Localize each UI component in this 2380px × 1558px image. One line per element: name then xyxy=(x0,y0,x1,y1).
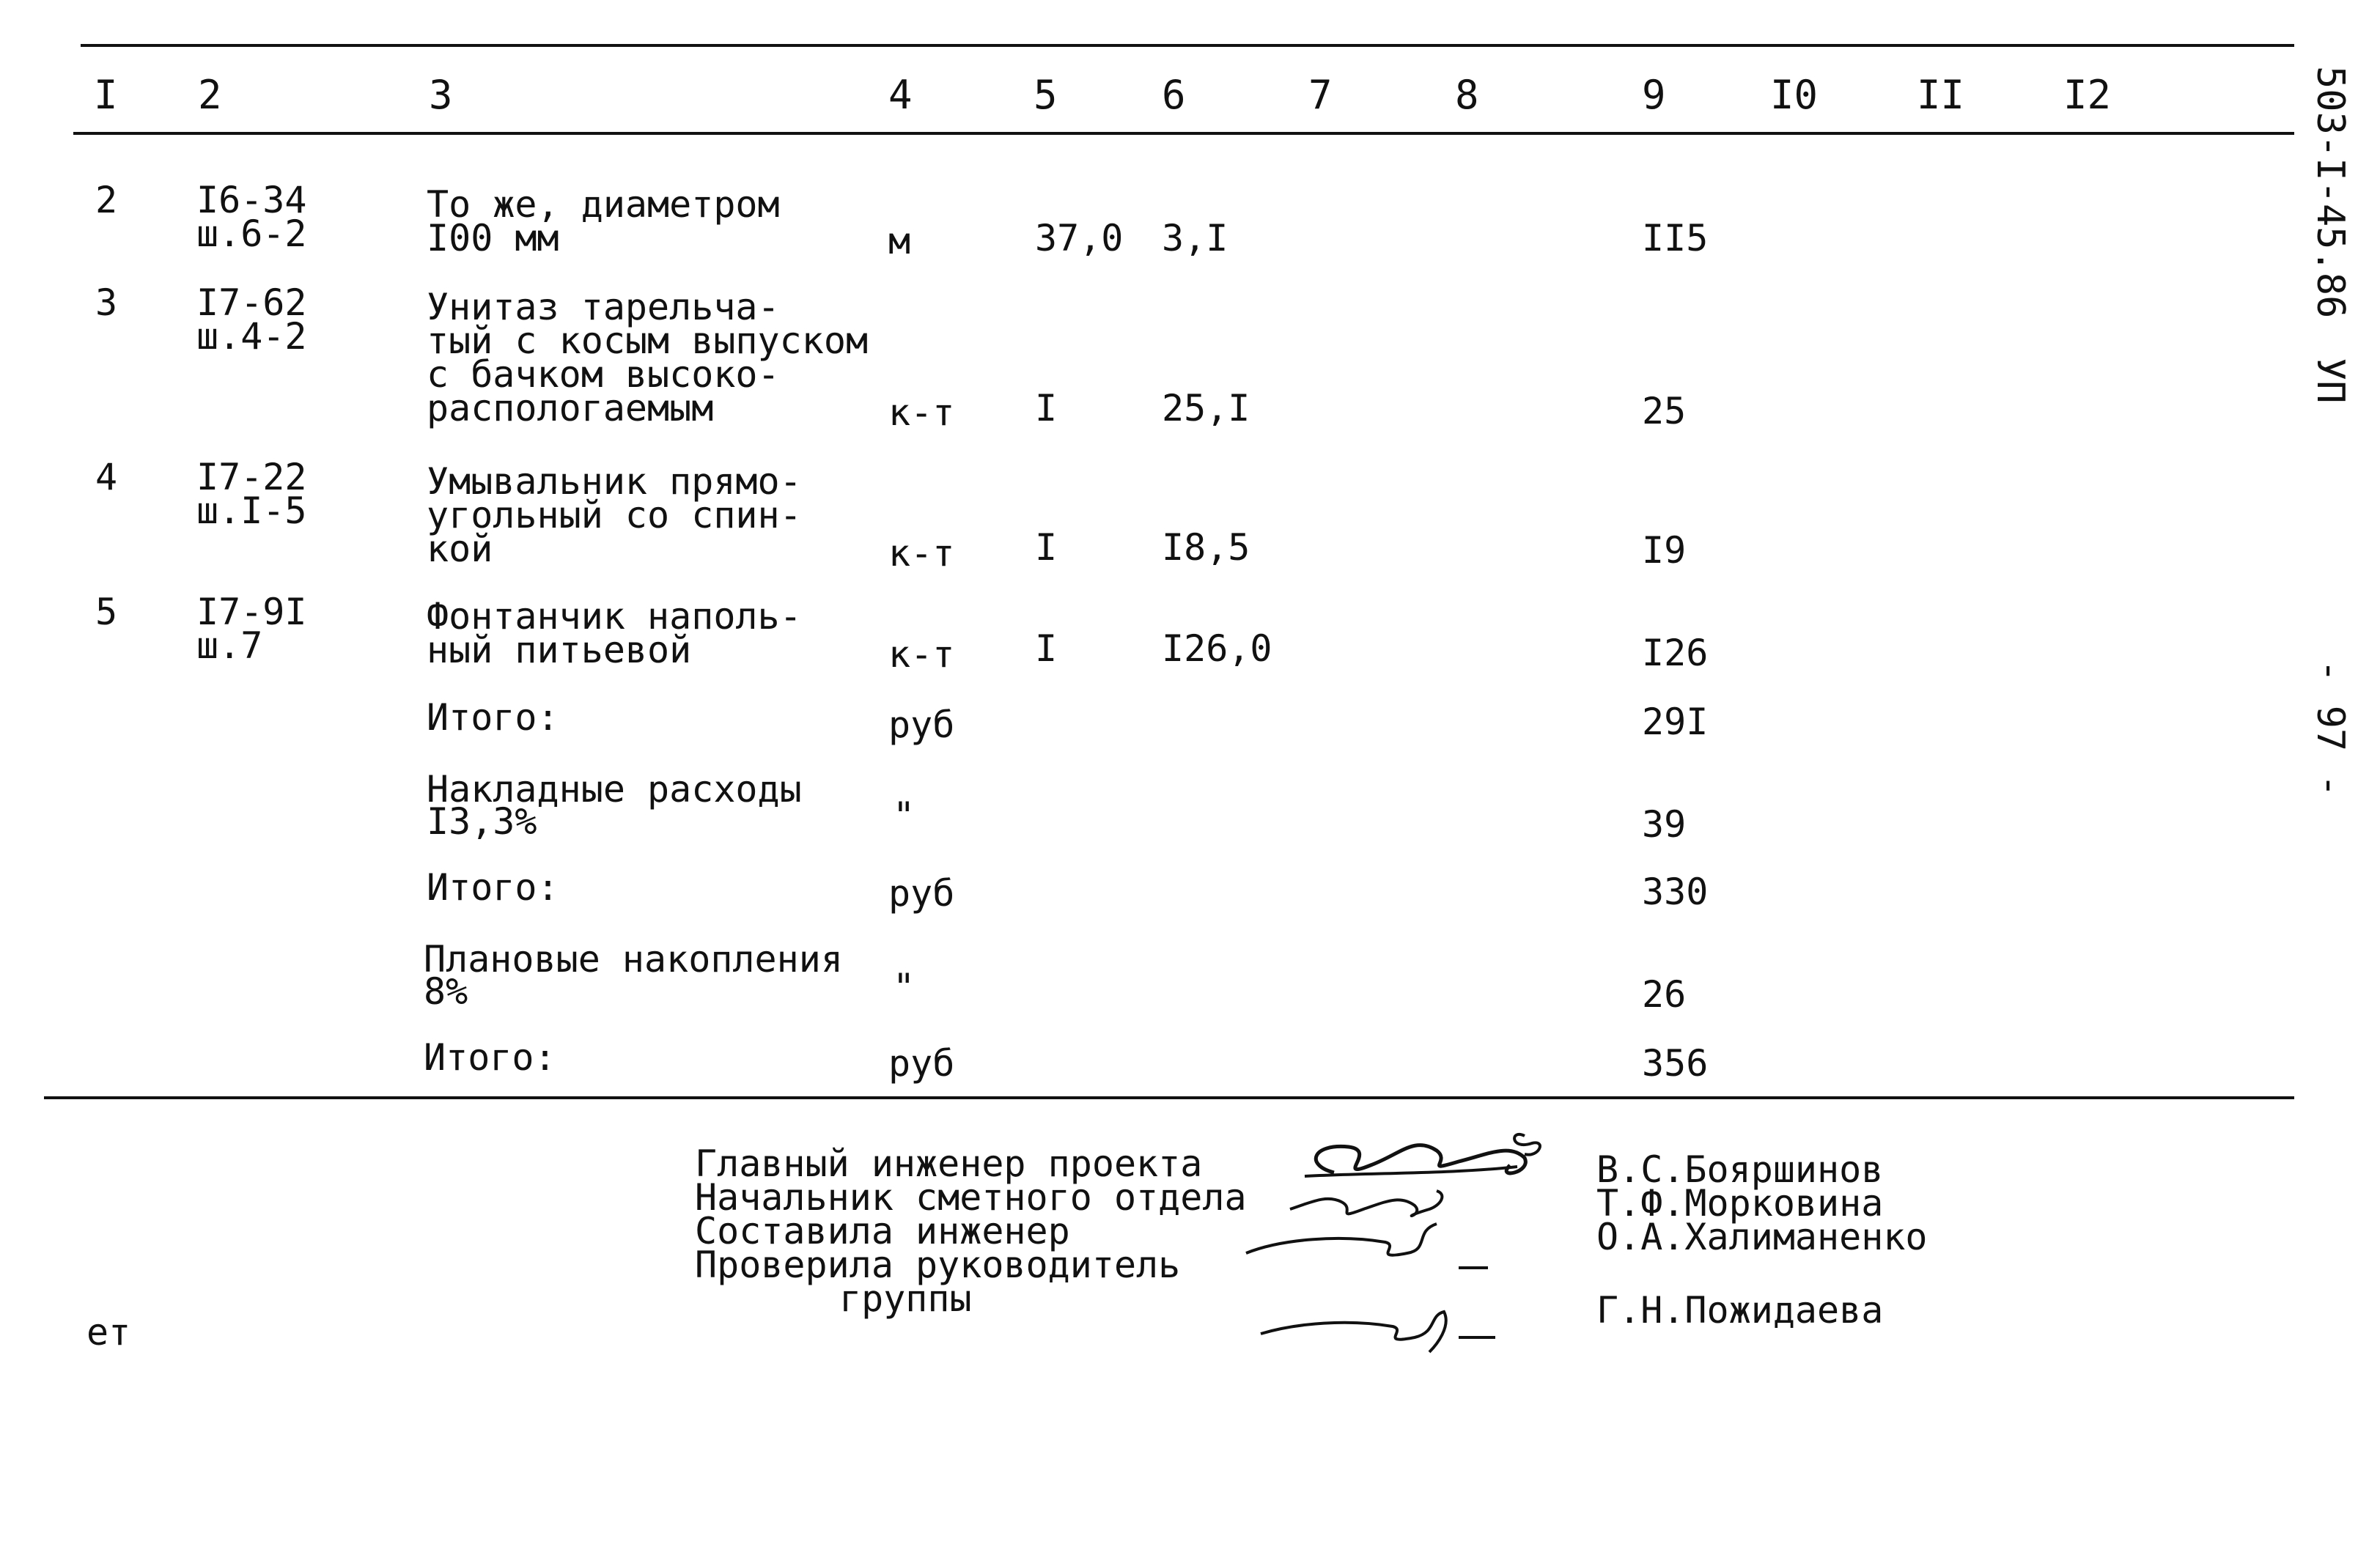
col-header-11: II xyxy=(1917,72,1965,118)
row-number: 3 xyxy=(95,281,118,324)
row-total: I9 xyxy=(1642,529,1687,572)
row-code: I6-34 xyxy=(196,179,307,221)
row-name: кой xyxy=(427,528,493,570)
row-name: I00 мм xyxy=(427,217,559,259)
row-name: тый с косым выпуском xyxy=(427,320,869,362)
row-qty: 37,0 xyxy=(1035,217,1124,259)
summary-label: Итого: xyxy=(424,1036,556,1079)
col-header-4: 4 xyxy=(888,72,913,118)
row-total: II5 xyxy=(1642,217,1709,259)
col-header-7: 7 xyxy=(1308,72,1333,118)
row-code: I7-62 xyxy=(196,281,307,324)
row-unit: к-т xyxy=(888,391,955,434)
col-header-5: 5 xyxy=(1034,72,1058,118)
row-code: ш.4-2 xyxy=(196,315,307,358)
row-qty: I xyxy=(1035,627,1058,670)
row-code: ш.6-2 xyxy=(196,213,307,255)
summary-label: Итого: xyxy=(427,866,559,909)
handwritten-signature xyxy=(1253,1297,1517,1363)
row-total: I26 xyxy=(1642,632,1709,674)
row-name: распологаемым xyxy=(427,387,714,429)
col-header-12: I2 xyxy=(2063,72,2112,118)
signature-name: Т.Ф.Морковина xyxy=(1596,1182,1884,1225)
row-code: ш.I-5 xyxy=(196,490,307,532)
row-number: 4 xyxy=(95,456,118,498)
col-header-8: 8 xyxy=(1455,72,1479,118)
row-name: угольный со спин- xyxy=(427,494,802,536)
col-header-9: 9 xyxy=(1642,72,1666,118)
signature-role: Проверила руководитель xyxy=(695,1244,1181,1286)
row-number: 5 xyxy=(95,591,118,633)
row-total: 25 xyxy=(1642,390,1687,432)
row-unit: к-т xyxy=(888,633,955,676)
signature-name: Г.Н.Пожидаева xyxy=(1596,1289,1884,1332)
bottom-rule xyxy=(44,1096,2294,1099)
col-header-2: 2 xyxy=(198,72,222,118)
summary-label: Накладные расходы xyxy=(427,768,802,811)
summary-total: 29I xyxy=(1642,701,1709,743)
row-name: Умывальник прямо- xyxy=(427,460,802,503)
row-code: I7-9I xyxy=(196,591,307,633)
row-name: ный питьевой xyxy=(427,629,692,671)
section-code: УП xyxy=(2308,358,2352,404)
top-rule xyxy=(81,44,2294,47)
col-header-3: 3 xyxy=(429,72,453,118)
page-number: - 97 - xyxy=(2308,660,2352,797)
row-price: I26,0 xyxy=(1162,627,1272,670)
row-unit: м xyxy=(888,220,911,262)
summary-total: 356 xyxy=(1642,1042,1709,1085)
document-number: 503-I-45.86 xyxy=(2308,66,2352,319)
summary-unit: " xyxy=(893,794,915,837)
signature-role-continuation: группы xyxy=(839,1277,972,1320)
header-rule xyxy=(73,132,2294,135)
row-price: 25,I xyxy=(1162,387,1250,429)
col-header-10: I0 xyxy=(1770,72,1819,118)
summary-label: I3,3% xyxy=(427,800,537,843)
handwritten-signature xyxy=(1239,1217,1503,1275)
row-qty: I xyxy=(1035,387,1058,429)
row-number: 2 xyxy=(95,179,118,221)
row-name: Унитаз тарельча- xyxy=(427,286,780,328)
row-price: 3,I xyxy=(1162,217,1228,259)
summary-label: Плановые накопления xyxy=(424,938,843,981)
summary-unit: руб xyxy=(888,872,955,915)
summary-label: 8% xyxy=(424,970,468,1013)
row-code: ш.7 xyxy=(196,624,263,667)
summary-unit: " xyxy=(893,966,915,1008)
row-name: То же, диаметром xyxy=(427,183,780,226)
signature-name: О.А.Халиманенко xyxy=(1596,1216,1928,1258)
summary-total: 26 xyxy=(1642,973,1687,1016)
summary-label: Итого: xyxy=(427,696,559,739)
summary-total: 39 xyxy=(1642,803,1687,846)
footer-fragment: ет xyxy=(86,1311,131,1354)
summary-unit: руб xyxy=(888,704,955,746)
col-header-1: I xyxy=(94,72,118,118)
col-header-6: 6 xyxy=(1162,72,1186,118)
row-price: I8,5 xyxy=(1162,526,1250,569)
row-name: Фонтанчик наполь- xyxy=(427,595,802,638)
row-name: с бачком высоко- xyxy=(427,353,780,396)
summary-total: 330 xyxy=(1642,871,1709,913)
signature-name: В.С.Бояршинов xyxy=(1596,1148,1884,1191)
signature-role: Начальник сметного отдела xyxy=(695,1176,1247,1219)
row-code: I7-22 xyxy=(196,456,307,498)
signature-role: Составила инженер xyxy=(695,1210,1070,1252)
summary-unit: руб xyxy=(888,1042,955,1085)
row-unit: к-т xyxy=(888,532,955,575)
row-qty: I xyxy=(1035,526,1058,569)
signature-role: Главный инженер проекта xyxy=(695,1142,1203,1185)
